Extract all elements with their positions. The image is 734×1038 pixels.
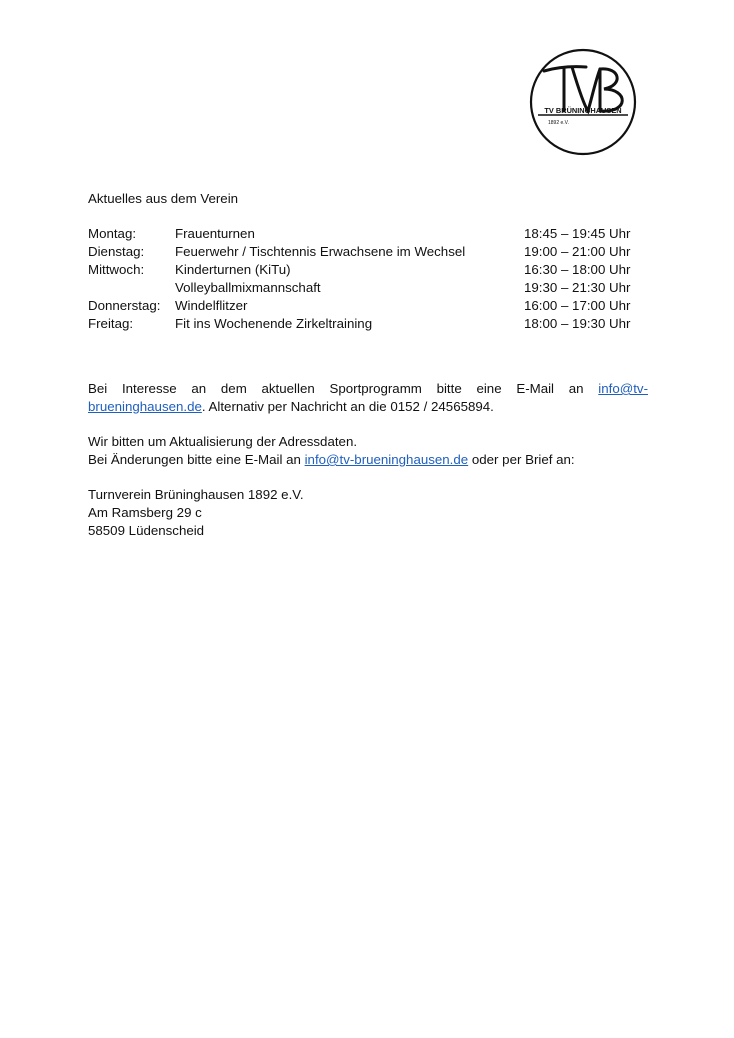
interest-alternative-text: . Alternativ per Nachricht an die 0152 / 24565894. [201, 399, 494, 414]
address-name: Turnverein Brüninghausen 1892 e.V. [88, 487, 304, 502]
schedule-time: 19:00 – 21:00 Uhr [524, 244, 631, 259]
schedule-row [88, 225, 648, 243]
schedule-time: 16:00 – 17:00 Uhr [524, 298, 631, 313]
logo-club-name: TV BRÜNINGHAUSEN [544, 106, 622, 115]
schedule-day: Mittwoch: [88, 262, 145, 277]
address-update-line-1: Wir bitten um Aktualisierung der Adressdaten. [88, 434, 358, 449]
address-update-prefix: Bei Änderungen bitte eine E-Mail an [88, 452, 305, 467]
email-link[interactable]: info@tv-brueninghausen.de [304, 452, 469, 467]
club-logo [528, 47, 638, 157]
schedule-day: Montag: [88, 226, 137, 241]
page-heading: Aktuelles aus dem Verein [88, 191, 239, 206]
schedule-time: 18:00 – 19:30 Uhr [524, 316, 631, 331]
schedule-time: 16:30 – 18:00 Uhr [524, 262, 631, 277]
schedule-activity: Frauenturnen [175, 226, 255, 241]
email-link-part2[interactable]: brueninghausen.de [88, 399, 202, 414]
address-update-paragraph [88, 433, 648, 469]
interest-line-1 [88, 380, 648, 398]
schedule-activity: Windelflitzer [175, 298, 248, 313]
schedule-table [88, 225, 648, 333]
schedule-day: Dienstag: [88, 244, 145, 259]
schedule-row [88, 279, 648, 297]
schedule-activity: Volleyballmixmannschaft [175, 280, 321, 295]
logo-graphic [528, 47, 638, 157]
schedule-day: Freitag: [88, 316, 134, 331]
address-update-line-2 [88, 451, 648, 469]
schedule-row [88, 243, 648, 261]
postal-address [88, 486, 648, 540]
document-body [88, 190, 648, 540]
schedule-activity: Fit ins Wochenende Zirkeltraining [175, 316, 373, 331]
schedule-activity: Kinderturnen (KiTu) [175, 262, 291, 277]
interest-text: Bei Interesse an dem aktuellen Sportprogramm bitte eine E-Mail an [88, 381, 584, 396]
interest-paragraph [88, 380, 648, 416]
address-street: Am Ramsberg 29 c [88, 505, 202, 520]
address-update-suffix: oder per Brief an: [468, 452, 575, 467]
schedule-row [88, 297, 648, 315]
schedule-day: Donnerstag: [88, 298, 161, 313]
logo-founded: 1892 e.V. [548, 120, 569, 126]
email-link-part1[interactable]: info@tv- [598, 381, 649, 396]
schedule-row [88, 315, 648, 333]
interest-line-2 [88, 398, 648, 416]
address-city: 58509 Lüdenscheid [88, 523, 205, 538]
schedule-activity: Feuerwehr / Tischtennis Erwachsene im Wechsel [175, 244, 466, 259]
schedule-row [88, 261, 648, 279]
schedule-time: 18:45 – 19:45 Uhr [524, 226, 631, 241]
schedule-time: 19:30 – 21:30 Uhr [524, 280, 631, 295]
